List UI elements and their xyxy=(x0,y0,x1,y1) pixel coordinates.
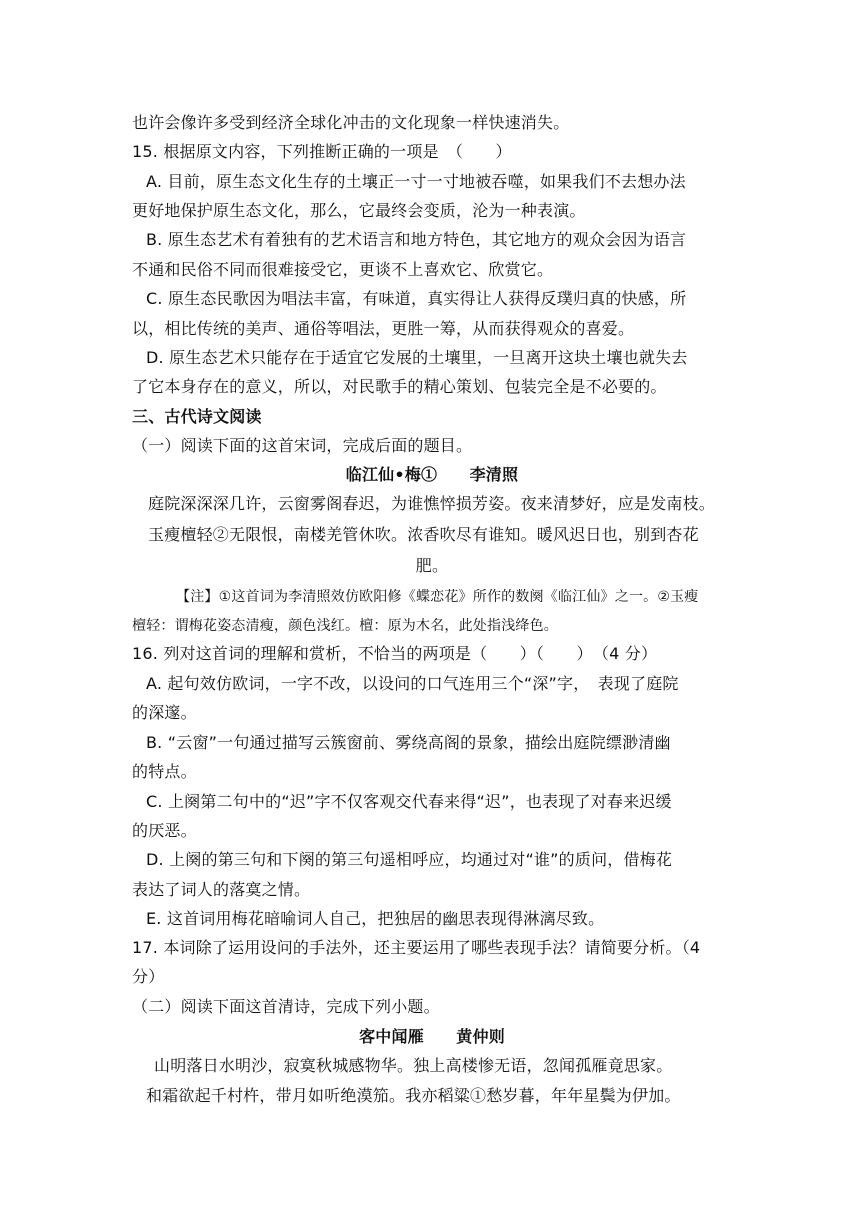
question-17: 17. 本词除了运用设问的手法外，还主要运用了哪些表现手法？请简要分析。（4 xyxy=(132,938,701,957)
question-16: 16. 列对这首词的理解和赏析，不恰当的两项是（ ）（ ） （4 分） xyxy=(132,644,658,663)
option-d: D. 上阕的第三句和下阕的第三句遥相呼应，均通过对“谁”的质问，借梅花 xyxy=(146,850,673,869)
text-line: 表达了词人的落寞之情。 xyxy=(132,880,311,899)
text-line: 的深邃。 xyxy=(132,703,197,722)
instruction: （一）阅读下面的这首宋词，完成后面的题目。 xyxy=(132,436,473,455)
poem-title: 临江仙•梅① 李清照 xyxy=(345,465,519,484)
poem-line: 和霜欲起千村杵，带月如听绝漠笳。我亦稻粱①愁岁暮，年年星鬓为伊加。 xyxy=(146,1086,681,1105)
option-e: E. 这首词用梅花暗喻词人自己，把独居的幽思表现得淋漓尽致。 xyxy=(146,909,605,928)
text-line: 了它本身存在的意义，所以，对民歌手的精心策划、包装完全是不必要的。 xyxy=(132,377,667,396)
text-line: 的厌恶。 xyxy=(132,821,197,840)
text-line: 分） xyxy=(132,967,165,986)
section-heading: 三、古代诗文阅读 xyxy=(132,407,262,426)
poem-line: 玉瘦檀轻②无限恨，南楼羌管休吹。浓香吹尽有谁知。暖风迟日也，别到杏花 xyxy=(148,525,699,544)
option-c: C. 原生态民歌因为唱法丰富，有味道，真实得让人获得反璞归真的快感，所 xyxy=(146,289,687,308)
poem-title: 客中闻雁 黄仲则 xyxy=(359,1027,505,1046)
text-line: 的特点。 xyxy=(132,762,197,781)
text-line: 更好地保护原生态文化，那么，它最终会变质，沦为一种表演。 xyxy=(132,201,586,220)
text-line: 不通和民俗不同而很难接受它，更谈不上喜欢它、欣赏它。 xyxy=(132,260,554,279)
text-line: 也许会像许多受到经济全球化冲击的文化现象一样快速消失。 xyxy=(132,113,570,132)
question-15: 15. 根据原文内容，下列推断正确的一项是 （ ） xyxy=(132,142,512,161)
option-b: B. “云窗”一句通过描写云簇窗前、雾绕高阁的景象，描绘出庭院缥渺清幽 xyxy=(146,733,671,752)
option-a: A. 起句效仿欧词，一字不改，以设问的口气连用三个“深”字， 表现了庭院 xyxy=(146,674,679,693)
option-d: D. 原生态艺术只能存在于适宜它发展的土壤里，一旦离开这块土壤也就失去 xyxy=(146,348,688,367)
annotation: 【注】①这首词为李清照效仿欧阳修《蝶恋花》所作的数阕《临江仙》之一。②玉瘦 xyxy=(176,589,699,605)
option-a: A. 目前，原生态文化生存的土壤正一寸一寸地被吞噬，如果我们不去想办法 xyxy=(146,172,686,191)
text-line: 以，相比传统的美声、通俗等唱法，更胜一筹，从而获得观众的喜爱。 xyxy=(132,319,635,338)
poem-line: 肥。 xyxy=(415,556,449,575)
poem-line: 庭院深深深几许，云窗雾阁春迟，为谁憔悴损芳姿。夜来清梦好，应是发南枝。 xyxy=(148,494,716,513)
annotation: 檀轻：谓梅花姿态清瘦，颜色浅红。檀：原为木名，此处指浅绛色。 xyxy=(132,618,558,634)
instruction: （二）阅读下面这首清诗，完成下列小题。 xyxy=(132,997,440,1016)
option-c: C. 上阕第二句中的“迟”字不仅客观交代春来得“迟”，也表现了对春来迟缓 xyxy=(146,792,672,811)
poem-line: 山明落日水明沙，寂寞秋城感物华。独上高楼惨无语，忽闻孤雁竟思家。 xyxy=(154,1056,673,1075)
option-b: B. 原生态艺术有着独有的艺术语言和地方特色，其它地方的观众会因为语言 xyxy=(146,230,687,249)
